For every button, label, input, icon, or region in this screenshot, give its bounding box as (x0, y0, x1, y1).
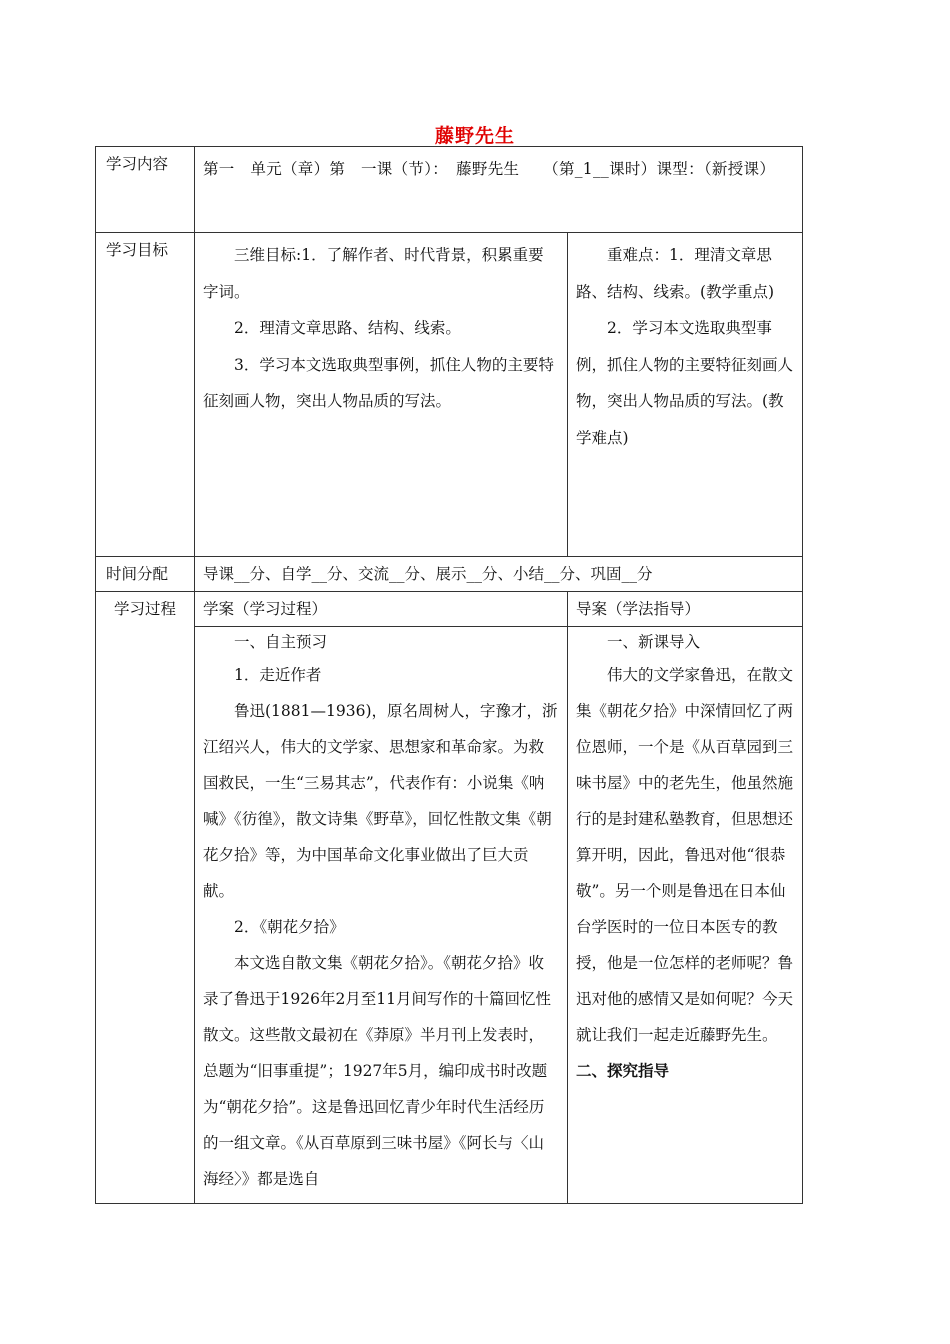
key-point: 重难点：1．理清文章思路、结构、线索。(教学重点) (576, 246, 775, 301)
goal-item: 3．学习本文选取典型事例，抓住人物的主要特征刻画人物，突出人物品质的写法。 (203, 355, 554, 410)
section-heading: 一、新课导入 (607, 633, 701, 651)
goals-left-cell (195, 233, 568, 557)
lesson-plan-table (95, 146, 803, 1204)
sub-heading: 1．走近作者 (234, 666, 322, 684)
paragraph: 鲁迅(1881—1936)，原名周树人，字豫才，浙江绍兴人，伟大的文学家、思想家和革命家。为救国救民，一生“三易其志”，代表作有：小说集《呐喊》《彷徨》，散文诗集《野草》，回忆性散文集《朝花夕拾》等，为中国革命文化事业做出了巨大贡献。 (203, 702, 558, 900)
row-time (96, 557, 803, 592)
content-cell (195, 147, 803, 233)
sub-heading: 2．《朝花夕拾》 (234, 918, 345, 936)
section-heading: 一、自主预习 (234, 633, 328, 651)
key-point: 2．学习本文选取典型事例，抓住人物的主要特征刻画人物，突出人物品质的写法。(教学难点) (576, 319, 794, 447)
time-text: 导课__分、自学__分、交流__分、展示__分、小结__分、巩固__分 (203, 565, 653, 583)
left-header: 学案（学习过程） (203, 600, 328, 618)
content-text: 第一 单元（章）第 一课（节）： 藤野先生 （第_1__课时）课型：（新授课） (203, 160, 776, 178)
label-time: 时间分配 (96, 557, 195, 592)
row-process-body (96, 627, 803, 1204)
label-process: 学习过程 (96, 592, 195, 1204)
row-process-header (96, 592, 803, 627)
label-content: 学习内容 (96, 147, 195, 233)
time-cell (195, 557, 803, 592)
left-header-cell (195, 592, 568, 627)
right-header-cell (568, 592, 803, 627)
row-content (96, 147, 803, 233)
row-goals (96, 233, 803, 557)
goals-right-cell (568, 233, 803, 557)
paragraph: 伟大的文学家鲁迅，在散文集《朝花夕拾》中深情回忆了两位恩师，一个是《从百草园到三味书屋》中的老先生，他虽然施行的是封建私塾教育，但思想还算开明，因此，鲁迅对他“很恭敬”。另一个则是鲁迅在日本仙台学医时的一位日本医专的教授，他是一位怎样的老师呢？鲁迅对他的感情又是如何呢？今天就让我们一起走近藤野先生。 (576, 666, 794, 1044)
label-goals: 学习目标 (96, 233, 195, 557)
guide-plan-cell (568, 627, 803, 1204)
right-header: 导案（学法指导） (576, 600, 701, 618)
goal-item: 2．理清文章思路、结构、线索。 (234, 319, 461, 337)
section-heading: 二、探究指导 (576, 1062, 670, 1080)
paragraph: 本文选自散文集《朝花夕拾》。《朝花夕拾》收录了鲁迅于1926年2月至11月间写作的十篇回忆性散文。这些散文最初在《莽原》半月刊上发表时，总题为“旧事重提”；1927年5月，编印成书时改题为“朝花夕拾”。这是鲁迅回忆青少年时代生活经历的一组文章。《从百草原到三味书屋》《阿长与〈山海经〉》都是选自 (203, 954, 552, 1188)
document-title: 藤野先生 (434, 125, 515, 147)
goal-item: 三维目标:1．了解作者、时代背景，积累重要字词。 (203, 246, 544, 301)
study-plan-cell (195, 627, 568, 1204)
